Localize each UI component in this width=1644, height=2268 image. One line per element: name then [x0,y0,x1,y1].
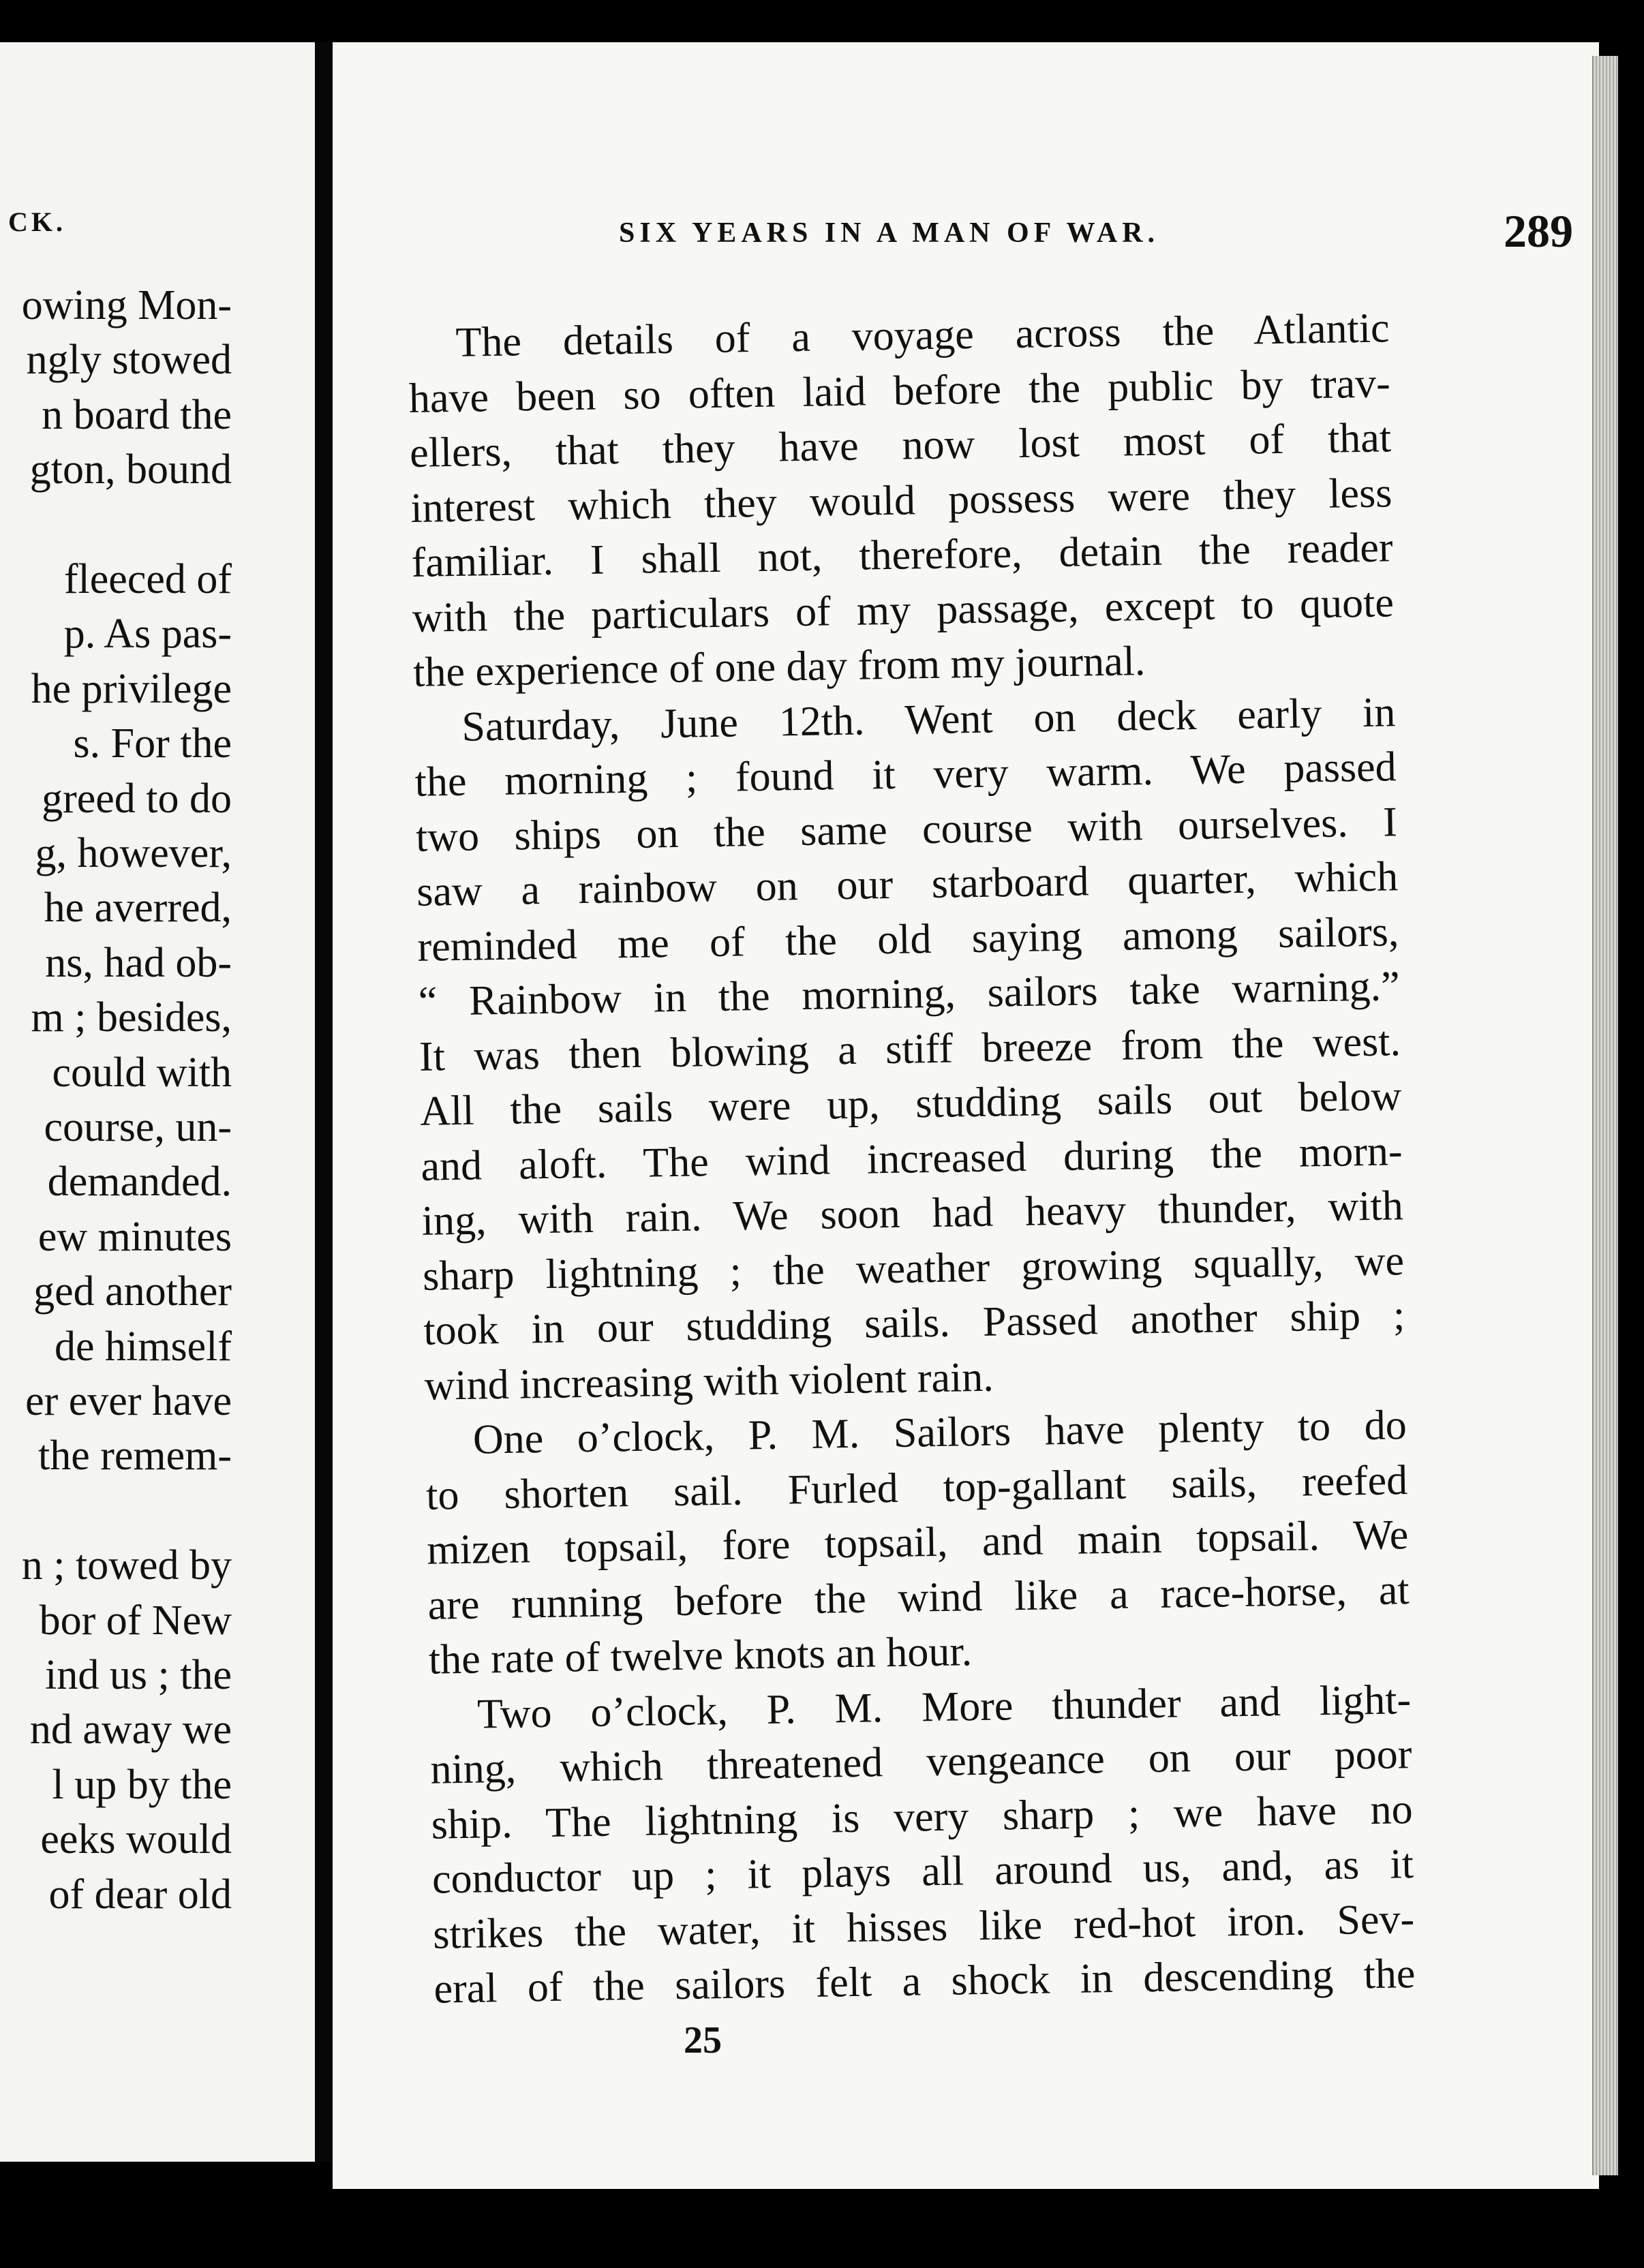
left-text-line: m ; besides, [31,994,232,1041]
left-text-line: ind us ; the [45,1652,232,1698]
left-text-line: l up by the [52,1761,232,1808]
text-line: The details of a voyage across the Atlantic [455,305,1390,366]
text-line: familiar. I shall not, therefore, detain the reader [411,524,1394,586]
text-line: wind increasing with violent rain. [424,1353,994,1409]
left-text-line: nd away we [29,1706,232,1753]
text-line: two ships on the same course with ourselves. I [415,798,1398,861]
text-line: ing, with rain. We soon had heavy thunder, with [421,1182,1404,1244]
text-line: have been so often laid before the public by trav- [408,359,1391,422]
text-line: It was then blowing a stiff breeze from the west. [418,1017,1401,1080]
left-text-line: greed to do [42,775,232,822]
left-running-head-fragment: CK. [8,206,66,237]
left-text-line: de himself [55,1323,232,1370]
text-line: took in our studding sails. Passed another ship ; [423,1292,1405,1354]
left-text-line: owing Mon- [21,282,232,328]
text-line: the experience of one day from my journal. [412,638,1146,696]
left-text-line: course, un- [44,1104,232,1150]
text-line: eral of the sailors felt a shock in descending the [433,1950,1416,2012]
book-gutter [315,42,333,2162]
text-line: ship. The lightning is very sharp ; we have no [431,1786,1414,1848]
text-line: “ Rainbow in the morning, sailors take warning.” [418,963,1401,1025]
text-line: to shorten sail. Furled top-gallant sails, reefed [425,1456,1408,1519]
text-line: All the sails were up, studding sails out below [419,1073,1402,1135]
running-title: SIX YEARS IN A MAN OF WAR. [619,217,1160,249]
left-text-line: demanded. [47,1159,232,1206]
left-text-line: s. For the [73,720,232,767]
left-text-line: the remem- [37,1432,232,1480]
page-number: 289 [1504,205,1573,257]
left-text-line: he averred, [44,885,232,932]
right-page [333,42,1599,2189]
left-text-line: ged another [33,1268,232,1315]
text-line: mizen topsail, fore topsail, and main topsail. We [426,1512,1409,1574]
text-line: One o’clock, P. M. Sailors have plenty to do [472,1402,1407,1463]
running-head [619,204,1573,273]
left-text-line: fleeced of [63,556,232,602]
text-line: Saturday, June 12th. Went on deck early in [461,688,1396,750]
text-line: with the particulars of my passage, except to quote [412,579,1395,641]
left-text-line: n ; towed by [21,1542,232,1589]
text-line: saw a rainbow on our starboard quarter, which [416,853,1399,915]
text-line: ning, which threatened vengeance on our poor [429,1731,1412,1793]
text-line: strikes the water, it hisses like red-hot iron. Sev- [432,1895,1415,1958]
left-text-line: could with [52,1049,232,1096]
text-line: reminded me of the old saying among sailors, [417,908,1399,970]
left-text-line: p. As pas- [63,611,232,658]
scan-background [0,2189,1644,2268]
left-text-line: he privilege [31,665,232,712]
left-text-line: ngly stowed [26,337,232,384]
text-line: sharp lightning ; the weather growing squally, we [422,1237,1405,1300]
text-line: the rate of twelve knots an hour. [428,1628,973,1683]
text-line: Two o’clock, P. M. More thunder and light- [476,1676,1412,1738]
text-line: are running before the wind like a race-horse, at [427,1566,1410,1629]
left-text-line: ew minutes [37,1213,232,1260]
page-block-edge [1592,56,1618,2175]
text-line: ellers, that they have now lost most of that [409,414,1392,476]
left-text-line: gton, bound [29,446,232,493]
text-line: the morning ; found it very warm. We passed [414,744,1397,806]
text-line: interest which they would possess were they less [410,469,1392,532]
left-text-line: ns, had ob- [45,939,232,986]
left-text-line: of dear old [48,1871,232,1918]
signature-mark: 25 [684,2019,722,2062]
left-text-line: n board the [42,391,232,438]
body-text [408,301,1416,2017]
text-line: conductor up ; it plays all around us, and, as it [431,1841,1414,1903]
text-line: and aloft. The wind increased during the morn- [421,1127,1403,1190]
left-text-line: bor of New [39,1597,232,1644]
left-text-line: er ever have [25,1378,232,1424]
left-page [0,42,315,2162]
left-text-line: g, however, [35,830,232,876]
left-text-line: eeks would [40,1816,232,1863]
